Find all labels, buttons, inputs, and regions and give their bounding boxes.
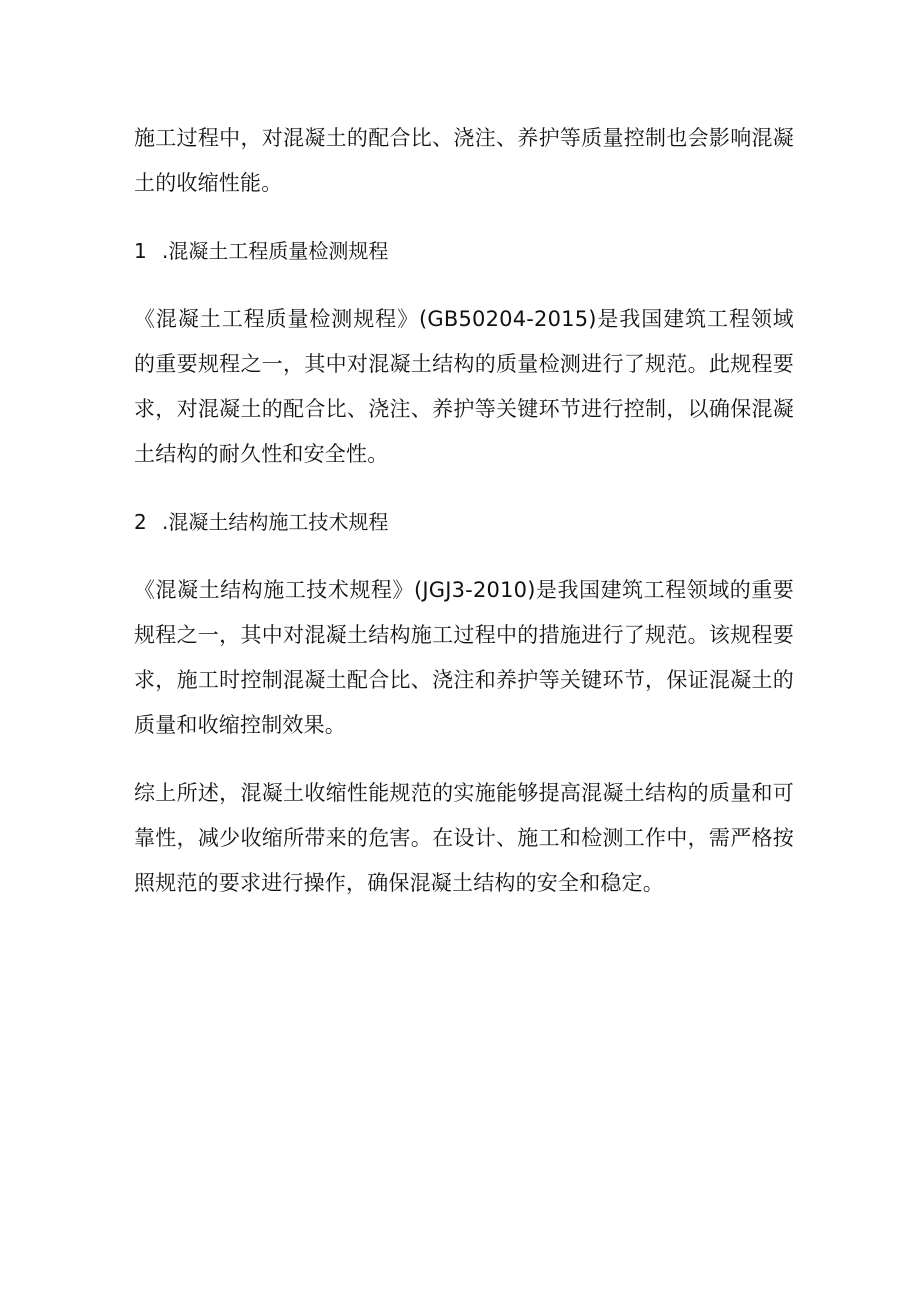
document-body [134, 116, 794, 906]
section-number-2: 2 [134, 510, 147, 534]
section-title-2: .混凝土结构施工技术规程 [162, 510, 389, 534]
section-heading-1 [134, 229, 794, 274]
paragraph-quality-inspection: 《混凝土工程质量检测规程》(GB50204-2015)是我国建筑工程领域的重要规程之一，其中对混凝土结构的质量检测进行了规范。此规程要求，对混凝土的配合比、浇注、养护等关键环节进行控制，以确保混凝土结构的耐久性和安全性。 [134, 307, 794, 466]
section-title-1: .混凝土工程质量检测规程 [162, 239, 389, 263]
paragraph-summary: 综上所述，混凝土收缩性能规范的实施能够提高混凝土结构的质量和可靠性，减少收缩所带来的危害。在设计、施工和检测工作中，需严格按照规范的要求进行操作，确保混凝土结构的安全和稳定。 [134, 781, 794, 895]
section-number-1: 1 [134, 239, 147, 263]
section-heading-2 [134, 500, 794, 545]
paragraph-construction-technique: 《混凝土结构施工技术规程》(JGJ3-2010)是我国建筑工程领域的重要规程之一，其中对混凝土结构施工过程中的措施进行了规范。该规程要求，施工时控制混凝土配合比、浇注和养护等关键环节，保证混凝土的质量和收缩控制效果。 [134, 578, 794, 737]
paragraph-construction-control: 施工过程中，对混凝土的配合比、浇注、养护等质量控制也会影响混凝土的收缩性能。 [134, 126, 794, 195]
